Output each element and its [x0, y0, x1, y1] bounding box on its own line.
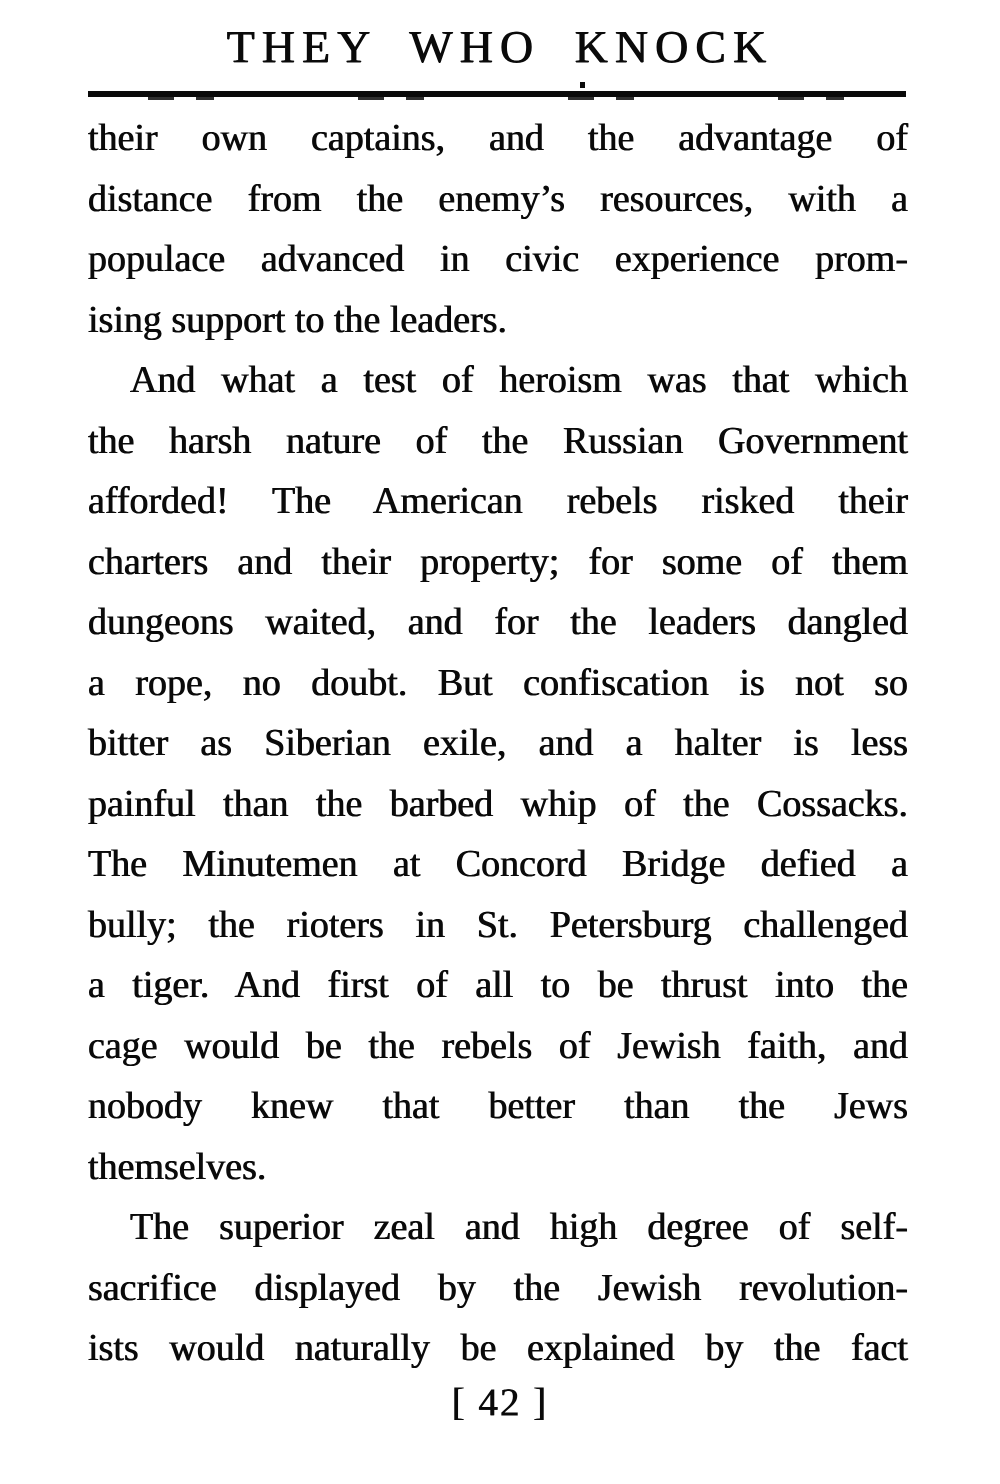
text-line: The superior zeal and high degree of self-: [130, 1206, 908, 1248]
text-line: their own captains, and the advantage of: [88, 117, 908, 159]
running-head: THEY WHO KNOCK: [226, 21, 774, 72]
text-line: charters and their property; for some of them: [88, 540, 908, 583]
text-line: a tiger. And first of all to be thrust into the: [88, 964, 908, 1006]
text-line: themselves.: [88, 1145, 267, 1188]
header-rule: [88, 91, 906, 97]
text-line: a rope, no doubt. But confiscation is not so: [88, 661, 908, 704]
text-line: sacrifice displayed by the Jewish revolution-: [88, 1266, 908, 1309]
text-line: bully; the rioters in St. Petersburg challenged: [88, 903, 908, 946]
text-line: And what a test of heroism was that which: [130, 359, 908, 401]
scan-artifact-dot: [580, 82, 585, 88]
text-line: populace advanced in civic experience prom-: [88, 238, 908, 280]
text-line: ising support to the leaders.: [88, 298, 507, 341]
page-number: [ 42 ]: [451, 1381, 549, 1424]
text-line: the harsh nature of the Russian Government: [88, 419, 908, 462]
text-line: bitter as Siberian exile, and a halter is less: [88, 722, 908, 764]
text-line: dungeons waited, and for the leaders dangled: [88, 601, 908, 643]
text-line: ists would naturally be explained by the fact: [88, 1327, 908, 1369]
text-line: cage would be the rebels of Jewish faith, and: [88, 1024, 908, 1067]
text-line: afforded! The American rebels risked their: [88, 480, 908, 522]
text-line: distance from the enemy’s resources, with a: [88, 177, 908, 220]
scan-artifact-dashes: [148, 97, 876, 100]
text-line: nobody knew that better than the Jews: [88, 1085, 908, 1127]
body-text: [88, 108, 908, 1379]
text-line: painful than the barbed whip of the Cossacks.: [88, 782, 908, 825]
text-line: The Minutemen at Concord Bridge defied a: [88, 843, 908, 885]
